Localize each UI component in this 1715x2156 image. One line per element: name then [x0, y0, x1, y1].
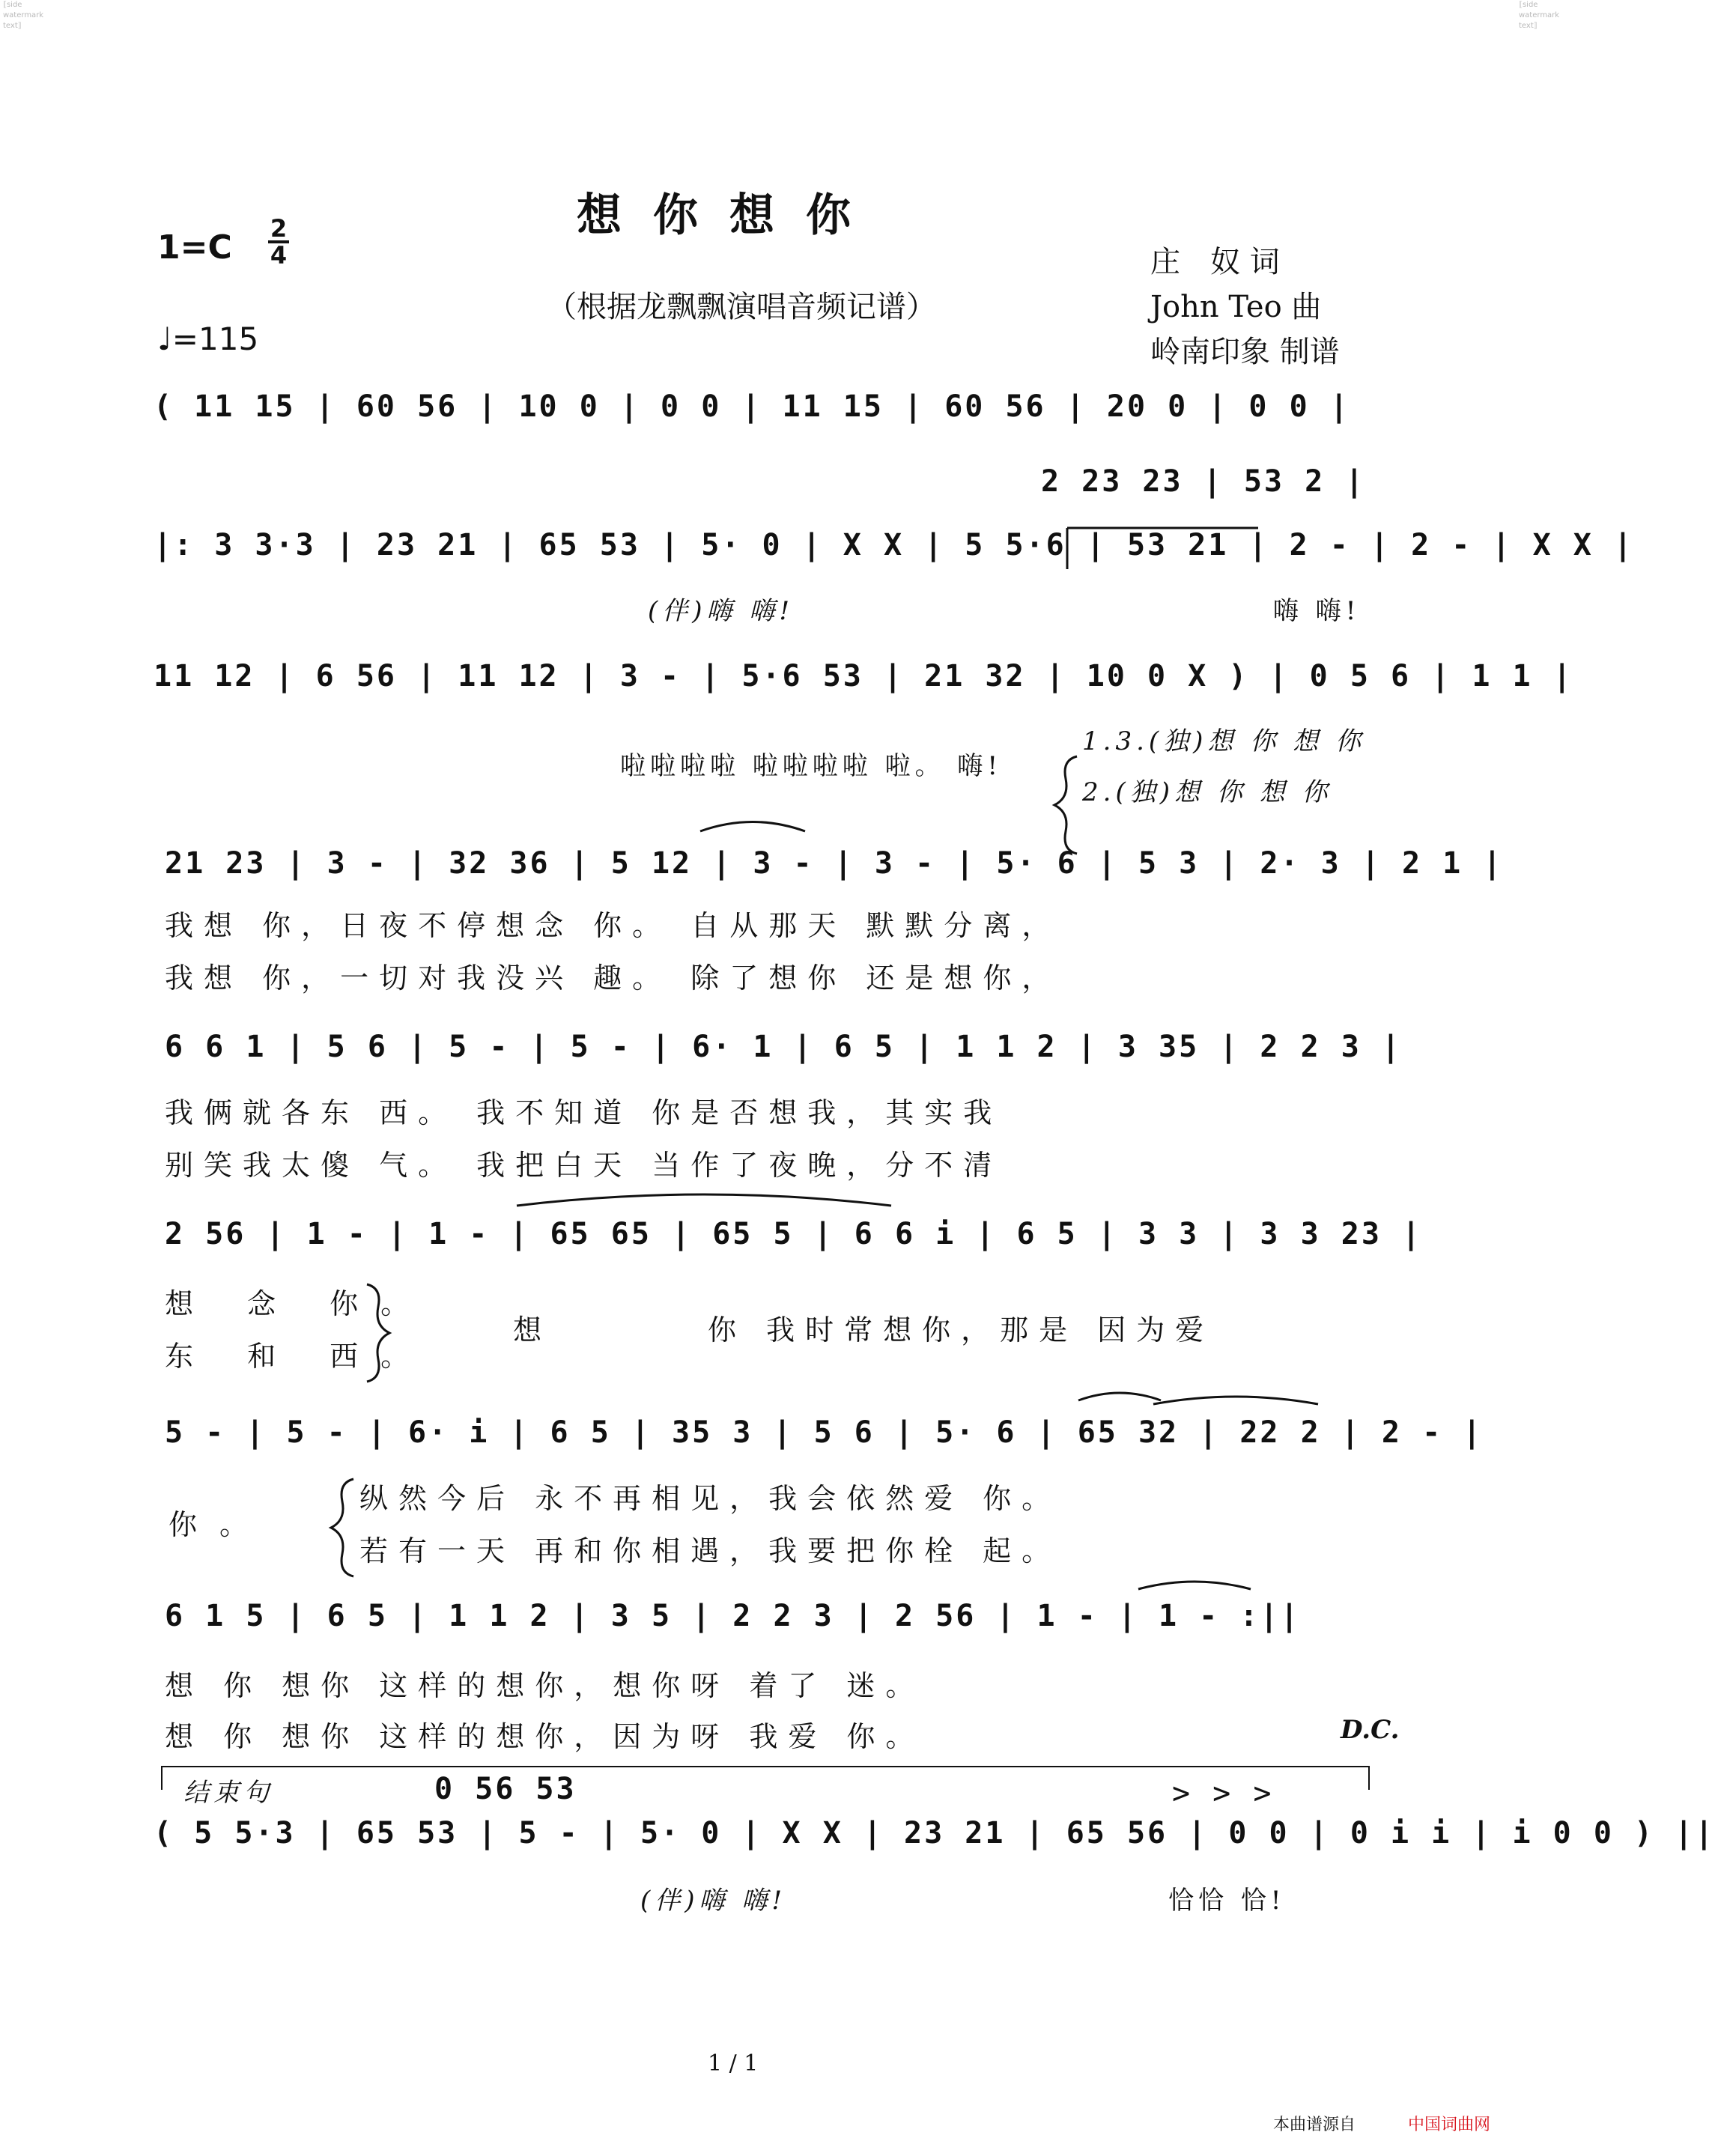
- coda-label: 结束句: [183, 1778, 273, 1808]
- score-line-2-upper-notes: 2 23 23 | 53 2 |: [1041, 464, 1366, 499]
- score-line-7-lyrics-left: 你。: [169, 1508, 271, 1541]
- coda-upper-notes: 0 56 53: [434, 1772, 577, 1806]
- subtitle: （根据龙飘飘演唱音频记谱）: [547, 290, 936, 324]
- slur-line8: [1138, 1582, 1251, 1589]
- footer-source-label: 本曲谱源自: [1273, 2116, 1356, 2134]
- score-line-6-notes: 2 56 | 1 - | 1 - | 65 65 | 65 5 | 6 6 i | 6 5 | 3 3 | 3 3 23 |: [165, 1217, 1423, 1251]
- verse-brace-line6: [367, 1284, 389, 1382]
- score-line-5-lyrics-verse-1: 我俩就各东 西。 我不知道 你是否想我，其实我: [165, 1096, 1003, 1129]
- score-line-5-notes: 6 6 1 | 5 6 | 5 - | 5 - | 6· 1 | 6 5 | 1 1 2 | 3 35 | 2 2 3 |: [165, 1030, 1403, 1064]
- score-line-3-lyrics-intro: 啦啦啦啦 啦啦啦啦 啦。 嗨!: [620, 751, 1003, 781]
- score-line-4-lyrics-verse-2: 我想 你，一切对我没兴 趣。 除了想你 还是想你，: [165, 962, 1061, 995]
- score-line-5-lyrics-verse-2: 别笑我太傻 气。 我把白天 当作了夜晚，分不清: [165, 1149, 1003, 1182]
- footer-site-link[interactable]: 中国词曲网: [1408, 2116, 1491, 2134]
- slur-line7-b: [1153, 1397, 1318, 1404]
- score-line-7-lyrics-verse-1: 纵然今后 永不再相见，我会依然爱 你。: [359, 1482, 1061, 1515]
- verse-brace-line7: [331, 1479, 353, 1576]
- slur-line7-a: [1078, 1393, 1161, 1400]
- score-line-4-notes: 21 23 | 3 - | 32 36 | 5 12 | 3 - | 3 - | 5· 6 | 5 3 | 2· 3 | 2 1 |: [165, 846, 1504, 881]
- score-line-6-lyrics-verse-1: 想 念 你。: [165, 1287, 432, 1320]
- score-line-4-lyrics-verse-1: 我想 你，日夜不停想念 你。 自从那天 默默分离，: [165, 909, 1061, 942]
- score-line-2-lyrics-right: 嗨 嗨!: [1273, 596, 1361, 626]
- coda-lyrics: (伴)嗨 嗨!: [640, 1886, 786, 1916]
- score-line-8-lyrics-verse-1: 想 你 想你 这样的想你，想你呀 着了 迷。: [165, 1669, 925, 1702]
- time-signature-top: 2: [270, 214, 288, 243]
- score-line-3-verse-1: 1.3.(独)想 你 想 你: [1082, 726, 1365, 756]
- score-line-1-notes: ( 11 15 | 60 56 | 10 0 | 0 0 | 11 15 | 60 56 | 20 0 | 0 0 |: [154, 389, 1350, 424]
- arranger-credit: 岭南印象 制谱: [1150, 335, 1340, 369]
- score-line-7-lyrics-verse-2: 若有一天 再和你相遇，我要把你栓 起。: [359, 1534, 1061, 1567]
- right-edge-watermark: ⟦side watermark text⟧: [1519, 1, 1560, 30]
- slur-line6: [517, 1194, 891, 1206]
- coda-lyrics-right: 恰恰 恰!: [1168, 1886, 1286, 1916]
- verse-brace-line3: [1054, 756, 1077, 854]
- score-line-2-notes: |: 3 3·3 | 23 21 | 65 53 | 5· 0 | X X | 5 5·6 | 53 21 | 2 - | 2 - | X X |: [154, 528, 1634, 562]
- score-line-2-lyrics: (伴)嗨 嗨!: [648, 596, 794, 626]
- coda-notes: ( 5 5·3 | 65 53 | 5 - | 5· 0 | X X | 23 21 | 65 56 | 0 0 | 0 i i | i 0 0 ) ||: [154, 1816, 1715, 1850]
- score-line-6-lyrics-verse-2: 东 和 西。: [165, 1340, 432, 1373]
- slur-line4: [700, 822, 805, 832]
- lyricist-credit: 庄 奴 词: [1150, 245, 1280, 279]
- score-line-6-lyrics-right: 想 你 我时常想你，那是 因为爱: [513, 1314, 1215, 1346]
- score-line-3-notes: 11 12 | 6 56 | 11 12 | 3 - | 5·6 53 | 21 32 | 10 0 X ) | 0 5 6 | 1 1 |: [154, 659, 1573, 693]
- score-line-7-notes: 5 - | 5 - | 6· i | 6 5 | 35 3 | 5 6 | 5· 6 | 65 32 | 22 2 | 2 - |: [165, 1415, 1484, 1450]
- tempo-marking: ♩=115: [157, 321, 259, 357]
- dc-marking: D.C.: [1341, 1715, 1400, 1745]
- left-edge-watermark: ⟦side watermark text⟧: [3, 1, 44, 30]
- page-number: 1 / 1: [708, 2050, 759, 2077]
- time-signature-bottom: 4: [270, 241, 288, 270]
- score-line-8-lyrics-verse-2: 想 你 想你 这样的想你，因为呀 我爱 你。: [165, 1720, 925, 1753]
- coda-accent-marks: > > >: [1172, 1776, 1274, 1811]
- key-signature: 1=C: [157, 228, 232, 267]
- song-title: 想你想你: [577, 189, 882, 242]
- score-line-8-notes: 6 1 5 | 6 5 | 1 1 2 | 3 5 | 2 2 3 | 2 56 | 1 - | 1 - :||: [165, 1599, 1301, 1633]
- score-line-3-verse-2: 2.(独)想 你 想 你: [1082, 777, 1332, 807]
- composer-credit: John Teo 曲: [1150, 290, 1322, 324]
